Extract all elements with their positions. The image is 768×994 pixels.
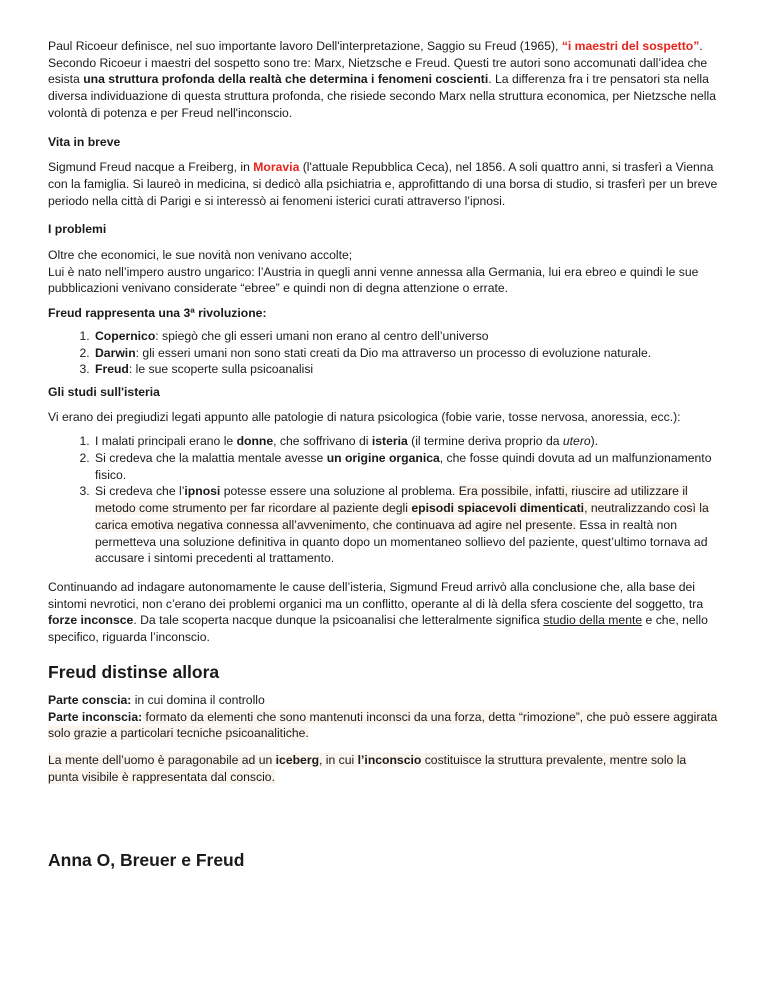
iceberg-bold: l’inconscio: [357, 752, 422, 767]
conscia-text: in cui domina il controllo: [131, 692, 265, 707]
conscia-label: Parte conscia:: [48, 692, 132, 707]
highlight-text: Era possibile, infatti, riuscire ad utilizzare il metodo come strumento per far ricordare al paziente degli: [95, 484, 688, 516]
intro-paragraph-1: [48, 38, 720, 55]
highlight-bold: episodi spiacevoli dimenticati: [411, 501, 585, 516]
list-item: [93, 450, 720, 483]
intro-text: . La differenza fra i tre pensatori sta nella diversa individuazione di questa struttura profonda, che risiede secondo Marx nella struttura economica, per Nietzsche nella volontà di potenza e per Freud nell'inconscio.: [48, 72, 716, 120]
moravia-highlight: Moravia: [253, 160, 300, 175]
list-item: [93, 361, 720, 378]
list-item-bold: donne: [236, 434, 274, 449]
section-heading-isteria: Gli studi sull'isteria: [48, 384, 160, 399]
section-heading-vita: Vita in breve: [48, 134, 121, 149]
list-item-text: : spiegò che gli esseri umani non erano al centro dell’universo: [155, 328, 489, 343]
intro-text-end: .: [699, 39, 703, 53]
iceberg-bold: iceberg: [275, 752, 320, 767]
problemi-line-1: Oltre che economici, le sue novità non venivano accolte;: [48, 248, 353, 263]
list-item-text: : le sue scoperte sulla psicoanalisi: [128, 362, 314, 377]
parte-conscia: [48, 692, 720, 709]
list-item: [93, 328, 720, 345]
parte-inconscia: [48, 709, 720, 742]
list-item-text: I malati principali erano le: [95, 434, 237, 449]
list-item-text: Si credeva che la malattia mentale avesse: [95, 451, 327, 466]
list-item-text: potesse essere una soluzione al problema.: [220, 484, 459, 499]
iceberg-text: La mente dell’uomo è paragonabile ad un: [48, 752, 276, 767]
section-heading-rivoluzione: Freud rappresenta una 3ª rivoluzione:: [48, 306, 267, 321]
conclusione-paragraph: [48, 579, 720, 646]
conclusione-text: Continuando ad indagare autonomamente le cause dell’isteria, Sigmund Freud arrivò alla conclusione che, alla base dei sintomi nevrotici, non c’erano dei problemi organici ma un conflitto, operante al di là della sfera cosciente del soggetto, tra: [48, 579, 704, 611]
list-item-bold: un origine organica: [326, 451, 440, 466]
section-heading-problemi: I problemi: [48, 222, 107, 237]
inconscia-text: formato da elementi che sono mantenuti inconsci da una forza, detta “rimozione”, che può essere aggirata solo grazie a particolari tecniche psicoanalitiche.: [48, 709, 718, 741]
list-item-text: Essa in realtà non permetteva una soluzione definitiva in quanto dopo un momentaneo sollievo del paziente, quest’ultimo tornava ad accusare i sintomi precedenti al trattamento.: [95, 517, 708, 566]
list-item-text: , che soffrivano di: [273, 434, 372, 449]
list-item-text: Si credeva che l’: [95, 484, 185, 499]
conclusione-bold: forze inconsce: [48, 613, 134, 628]
isteria-intro: Vi erano dei pregiudizi legati appunto alle patologie di natura psicologica (fobie varie, tosse nervosa, anoressia, ecc.):: [48, 409, 681, 424]
inconscia-label: Parte inconscia:: [48, 709, 143, 724]
list-item-text: , che fosse quindi dovuta ad un malfunzionamento fisico.: [95, 451, 712, 482]
rivoluzione-list: [48, 328, 720, 378]
list-item-bold: Copernico: [95, 328, 156, 343]
highlight-text: , neutralizzando così la carica emotiva negativa connessa all’avvenimento, che continuava ad agire nel presente.: [95, 501, 709, 532]
list-item-bold: ipnosi: [184, 484, 221, 499]
iceberg-text: , in cui: [319, 752, 358, 767]
iceberg-text: costituisce la struttura prevalente, mentre solo la punta visibile è rappresentata dal conscio.: [48, 752, 687, 784]
problemi-line-2: Lui è nato nell’impero austro ungarico: l’Austria in quegli anni venne annessa alla Germania, lui era ebreo e quindi le sue pubblicazioni venivano considerate “ebree” e quindi non di degna attenzione o errate.: [48, 264, 699, 296]
vita-text: (l'attuale Repubblica Ceca), nel 1856. A soli quattro anni, si trasferì a Vienna con la famiglia. Si laureò in medicina, si dedicò alla psichiatria e, approfittando di una borsa di studio, si trasferì per un breve periodo nella città di Parigi e si interessò ai fenomeni isterici curati attraverso l’ipnosi.: [48, 160, 718, 208]
intro-paragraph-2: [48, 55, 720, 122]
iceberg-paragraph: [48, 752, 720, 785]
maestri-sospetto-highlight: “i maestri del sospetto”: [561, 39, 700, 53]
section-heading-distinse: Freud distinse allora: [48, 661, 220, 682]
section-heading-anna: Anna O, Breuer e Freud: [48, 850, 245, 871]
vita-paragraph: [48, 159, 720, 209]
intro-text: Paul Ricoeur definisce, nel suo importante lavoro Dell'interpretazione, Saggio su Freud (1965),: [48, 39, 562, 53]
list-item-italic: utero: [562, 434, 591, 449]
list-item: [93, 433, 720, 450]
vita-text: Sigmund Freud nacque a Freiberg, in: [48, 160, 254, 175]
intro-text: Secondo Ricoeur i maestri del sospetto sono tre: Marx, Nietzsche e Freud. Questi tre autori sono accomunati dall’idea che esista: [48, 55, 708, 87]
underlined-text: studio della mente: [543, 613, 643, 628]
intro-bold-text: una struttura profonda della realtà che determina i fenomeni coscienti: [83, 72, 489, 87]
isteria-list: [48, 433, 720, 567]
list-item-text: ).: [590, 434, 599, 449]
conclusione-text: e che, nello specifico, riguarda l’inconscio.: [48, 613, 708, 645]
list-item: [93, 483, 720, 567]
conclusione-text: . Da tale scoperta nacque dunque la psicoanalisi che letteralmente significa: [133, 613, 544, 628]
list-item-text: : gli esseri umani non sono stati creati da Dio ma attraverso un processo di evoluzione naturale.: [135, 345, 652, 360]
list-item-bold: isteria: [371, 434, 408, 449]
list-item: [93, 345, 720, 362]
list-item-bold: Darwin: [95, 345, 136, 360]
list-item-text: (il termine deriva proprio da: [407, 434, 563, 449]
list-item-bold: Freud: [95, 362, 129, 377]
highlighted-text: [48, 753, 686, 784]
